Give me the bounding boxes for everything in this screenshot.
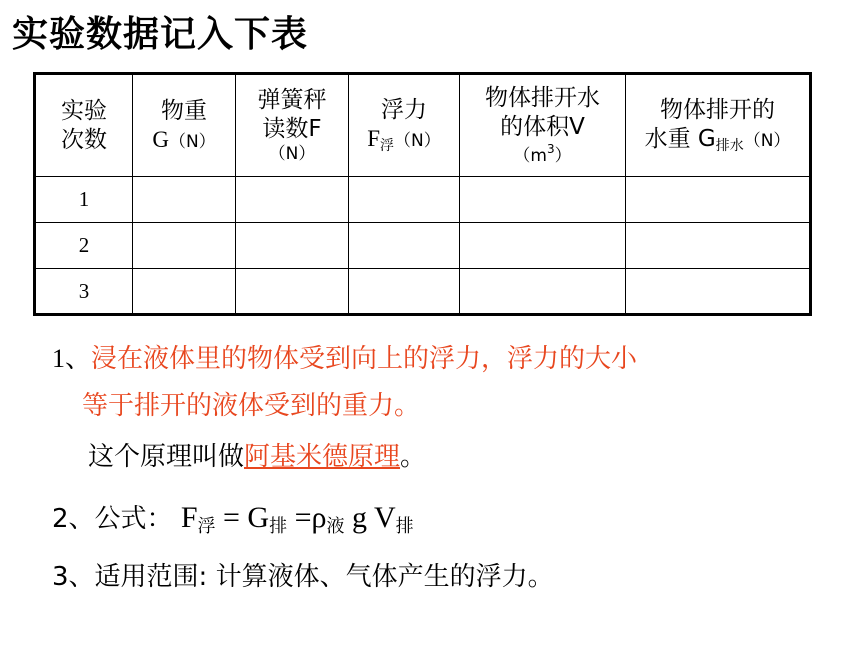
point-2-formula: 2、公式： $F_浮 = G_排 =\rho_液$ g $V_排$ [52, 501, 414, 537]
table-cell [460, 269, 626, 315]
point-1-line-2: 等于排开的液体受到的重力。 [82, 391, 421, 421]
header-weight: 物重 G（N） [133, 74, 236, 177]
page-title: 实验数据记入下表 [12, 14, 309, 55]
experiment-data-table [33, 72, 812, 316]
table-cell [236, 177, 349, 223]
table-row [35, 269, 811, 315]
table-cell [460, 177, 626, 223]
table-cell [349, 223, 460, 269]
table-cell [349, 177, 460, 223]
point-1-line-3: 这个原理叫做阿基米德原理。 [88, 442, 427, 472]
header-displaced-volume: 物体排开水 的体积V $(m^3)$ [460, 74, 626, 177]
row-number: 1 [35, 177, 133, 223]
header-trial-count: 实验 次数 [35, 74, 133, 177]
table-row [35, 177, 811, 223]
header-displaced-weight: 物体排开的 水重 $G_{排水}(N)$ [626, 74, 811, 177]
point-3-scope: 3、适用范围: 计算液体、气体产生的浮力。 [52, 562, 554, 592]
table-row [35, 223, 811, 269]
table-cell [236, 269, 349, 315]
table-cell [626, 177, 811, 223]
table-cell [460, 223, 626, 269]
table-cell [236, 223, 349, 269]
table-header-row [35, 74, 811, 177]
header-buoyancy: 浮力 $F_浮(N)$ [349, 74, 460, 177]
point-1-line-1: 1、浸在液体里的物体受到向上的浮力，浮力的大小 [52, 344, 638, 374]
row-number: 3 [35, 269, 133, 315]
table-cell [626, 269, 811, 315]
header-scale-reading: 弹簧秤 读数F （N） [236, 74, 349, 177]
table-cell [349, 269, 460, 315]
table-cell [626, 223, 811, 269]
table-cell [133, 269, 236, 315]
row-number: 2 [35, 223, 133, 269]
table-cell [133, 223, 236, 269]
table-cell [133, 177, 236, 223]
archimedes-principle-link[interactable]: 阿基米德原理 [244, 442, 401, 472]
